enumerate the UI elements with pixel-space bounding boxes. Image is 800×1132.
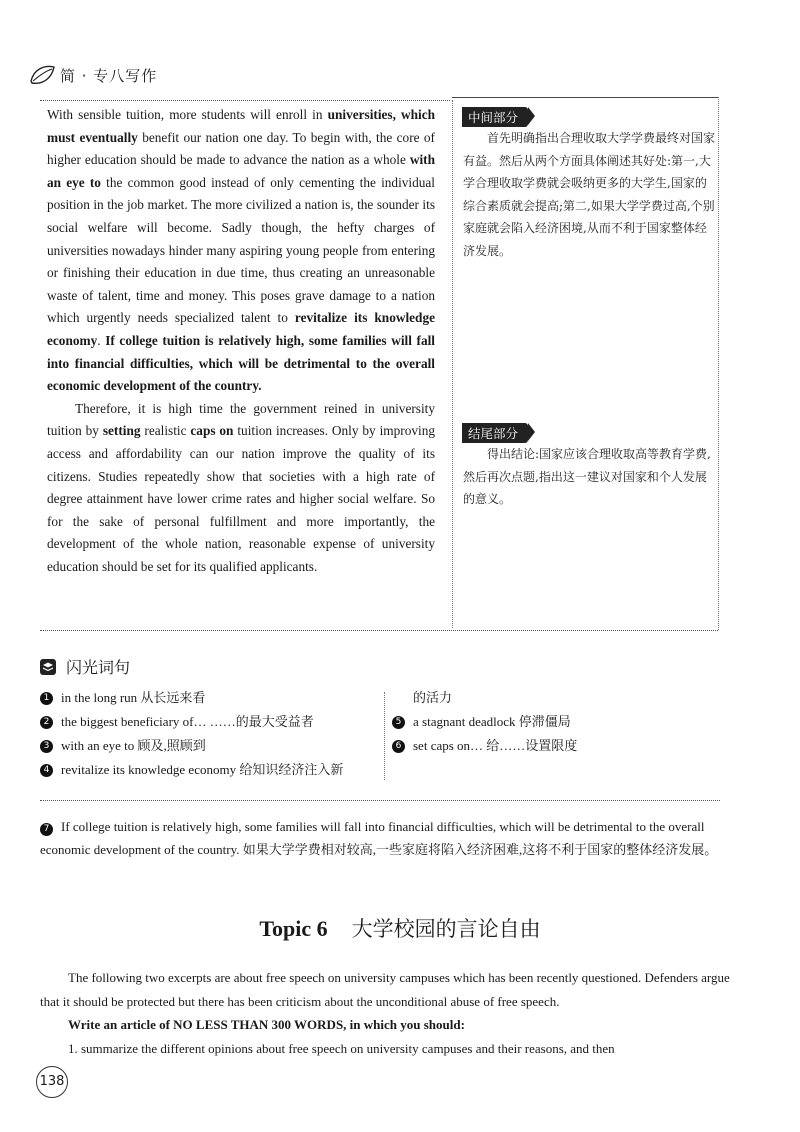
- topic-heading: [0, 913, 800, 943]
- flash-sentence-text: If college tuition is relatively high, some families will fall into financial difficulties, which will be detrimental to the overall economic development of the country. 如果大学学费相对较高,一些家庭将陷入经济困难,这将不利于国家的整体经济发展。: [40, 819, 718, 857]
- side-top-border: [452, 97, 718, 98]
- essay-text-run: with an eye to: [47, 152, 435, 190]
- phrase-item: 3 with an eye to 顾及,照顾到: [40, 734, 380, 758]
- essay-body: [47, 104, 435, 578]
- phrases-right-column: [392, 686, 722, 758]
- phrases-title-text: 闪光词句: [66, 658, 131, 677]
- instruction-requirement: Write an article of NO LESS THAN 300 WORDS, in which you should:: [68, 1017, 465, 1032]
- page-header: [28, 58, 157, 92]
- phrases-bottom-border: [40, 800, 720, 801]
- phrases-divider: [384, 692, 385, 780]
- topic-label: Topic 6: [259, 916, 328, 941]
- essay-text-run: caps on: [190, 423, 234, 439]
- flash-sentence-number: 7: [40, 823, 53, 836]
- side-right-border: [718, 97, 719, 630]
- middle-section-tag: 中间部分: [462, 107, 528, 127]
- essay-text-run: realistic: [140, 423, 191, 439]
- layers-icon: [40, 659, 56, 675]
- leaf-logo-icon: [28, 61, 58, 89]
- end-section-tag: 结尾部分: [462, 423, 528, 443]
- instruction-paragraph: The following two excerpts are about free speech on university campuses which has been recently questioned. Defenders argue that it should be protected but there has been criticism about the unconditional abuse of free speech.: [40, 970, 730, 1009]
- essay-text-run: universities, which must eventually: [47, 107, 435, 145]
- essay-paragraph-1: [47, 104, 435, 398]
- phrases-left-column: [40, 686, 380, 782]
- header-title: 简 · 专八写作: [60, 66, 158, 85]
- essay-text-run: tuition increases. Only by improving access and affordability can our nation improve the quality of its citizens. Studies repeatedly show that societies with a high rate of degree attainment have lower crime rates and higher social welfare. So for the sake of personal fulfillment and more importantly, the development of the whole nation, reasonable expense of university education should be set for its qualified applicants.: [47, 423, 436, 574]
- phrase-item: 1 in the long run 从长远来看: [40, 686, 380, 710]
- phrase-item: 4 revitalize its knowledge economy 给知识经济注入新: [40, 758, 380, 782]
- essay-text-run: benefit our nation one day. To begin with, the core of higher education should be made to advance the nation as a whole: [47, 129, 435, 168]
- column-divider: [452, 100, 453, 628]
- topic-instructions: [40, 966, 730, 1060]
- end-section-note: 得出结论:国家应该合理收取高等教育学费,然后再次点题,指出这一建议对国家和个人发展的意义。: [463, 447, 711, 506]
- essay-top-border: [40, 100, 450, 101]
- phrase-item: 5 a stagnant deadlock 停滞僵局: [392, 710, 722, 734]
- essay-text-run: setting: [102, 423, 141, 439]
- middle-section-note: 首先明确指出合理收取大学学费最终对国家有益。然后从两个方面具体阐述其好处:第一,大学合理收取学费就会吸纳更多的大学生,国家的综合素质就会提高;第二,如果大学学费过高,个别家庭就会陷入经济困境,从而不利于国家整体经济发展。: [463, 131, 716, 258]
- essay-text-run: revitalize its knowledge economy: [47, 310, 435, 348]
- page-number: 138: [36, 1066, 68, 1098]
- essay-text-run: If college tuition is relatively high, some families will fall into financial difficulties, which will be detrimental to the overall economic development of the country.: [47, 332, 435, 394]
- essay-paragraph-2: [47, 398, 435, 579]
- instruction-item: 1. summarize the different opinions about free speech on university campuses and their reasons, and then: [68, 1040, 615, 1056]
- phrase-item: 2 the biggest beneficiary of… ……的最大受益者: [40, 710, 380, 734]
- phrases-section-title: [40, 655, 130, 678]
- phrase-item-continuation: 的活力: [413, 690, 453, 705]
- phrase-item: 6 set caps on… 给……设置限度: [392, 734, 722, 758]
- essay-bottom-border: [40, 630, 718, 631]
- essay-text-run: Therefore, it is high time the government reined in university tuition by: [47, 400, 435, 439]
- essay-text-run: the common good instead of only cementing the individual position in the job market. The more civilized a nation is, the sounder its social welfare will become. Sadly though, the hefty charges of universities nowadays hinder many aspiring young people from entering or finishing their education in due time, thus creating an unreasonable waste of talent, time and money. This poses grave damage to a nation which urgently needs specialized talent to: [47, 174, 435, 326]
- topic-title: 大学校园的言论自由: [351, 917, 541, 941]
- flash-sentence: [40, 815, 725, 861]
- essay-text-run: .: [97, 332, 106, 348]
- essay-text-run: With sensible tuition, more students will enroll in: [47, 107, 328, 122]
